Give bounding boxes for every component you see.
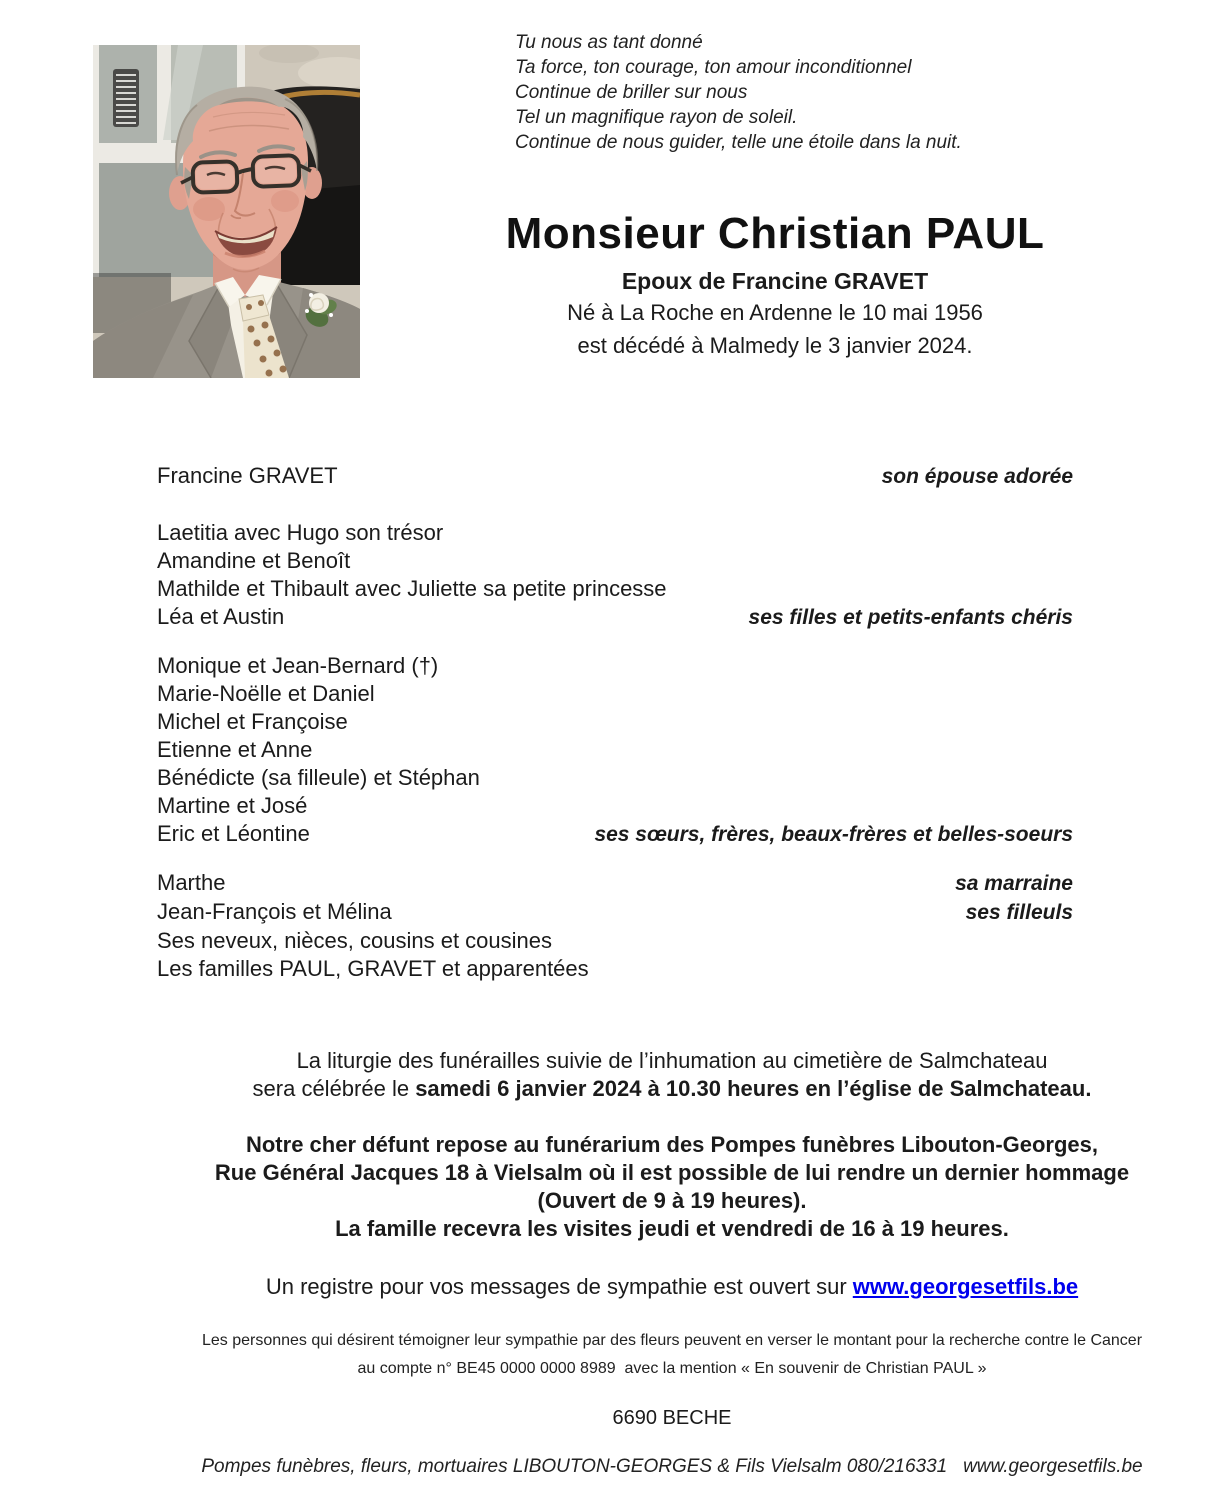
- family-member: Léa et Austin: [157, 604, 285, 629]
- family-line: [157, 927, 1187, 955]
- family-line: [157, 955, 1187, 983]
- poem-line: Continue de nous guider, telle une étoile dans la nuit.: [515, 132, 962, 153]
- family-line: [157, 736, 1187, 764]
- family-member: Monique et Jean-Bernard (†): [157, 653, 439, 678]
- deceased-name: Monsieur Christian PAUL: [505, 209, 1045, 258]
- ceremony-line1: La liturgie des funérailles suivie de l’inhumation au cimetière de Salmchateau: [296, 1048, 1048, 1073]
- family-member: Amandine et Benoît: [157, 548, 351, 573]
- family-group-extended: [157, 869, 1187, 983]
- family-relation: sa marraine: [955, 872, 1073, 895]
- family-relation: son épouse adorée: [881, 465, 1073, 488]
- family-member: Les familles PAUL, GRAVET et apparentées: [157, 956, 589, 981]
- birth-line: Né à La Roche en Ardenne le 10 mai 1956: [567, 300, 983, 325]
- family-line: [157, 792, 1187, 820]
- family-member: Eric et Léontine: [157, 821, 310, 846]
- portrait-illustration: [93, 45, 360, 378]
- family-relation: ses filles et petits-enfants chéris: [748, 606, 1073, 629]
- registry-info: [157, 1273, 1187, 1301]
- ceremony-line2-bold: samedi 6 janvier 2024 à 10.30 heures en l’église de Salmchateau.: [415, 1076, 1092, 1101]
- family-member: Ses neveux, nièces, cousins et cousines: [157, 928, 553, 953]
- family-line: [157, 603, 1187, 632]
- family-member: Michel et Françoise: [157, 709, 348, 734]
- family-line: [157, 519, 1187, 547]
- address-line: 6690 BECHE: [612, 1407, 732, 1429]
- death-line: est décédé à Malmedy le 3 janvier 2024.: [577, 333, 973, 358]
- family-member: Marthe: [157, 870, 226, 895]
- family-line: [157, 708, 1187, 736]
- content-column: [157, 462, 1187, 1479]
- ceremony-line2-normal: sera célébrée le: [252, 1076, 416, 1101]
- funeral-home-line2: Rue Général Jacques 18 à Vielsalm où il est possible de lui rendre un dernier hommage: [214, 1160, 1130, 1185]
- family-line: [157, 764, 1187, 792]
- family-line: [157, 547, 1187, 575]
- family-line: [157, 652, 1187, 680]
- family-line: [157, 575, 1187, 603]
- family-line: [157, 680, 1187, 708]
- title-block: [360, 209, 1190, 362]
- donation-line2: au compte n° BE45 0000 0000 8989 avec la mention « En souvenir de Christian PAUL »: [357, 1360, 987, 1377]
- poem-line: Tel un magnifique rayon de soleil.: [515, 107, 798, 128]
- family-member: Etienne et Anne: [157, 737, 313, 762]
- funeral-home-line3: (Ouvert de 9 à 19 heures).: [537, 1188, 807, 1213]
- family-relation: ses filleuls: [965, 901, 1073, 924]
- poem-line: Tu nous as tant donné: [515, 32, 703, 53]
- poem-line: Continue de briller sur nous: [515, 82, 748, 103]
- registry-text: Un registre pour vos messages de sympathie est ouvert sur: [265, 1274, 853, 1299]
- donation-line1: Les personnes qui désirent témoigner leur sympathie par des fleurs peuvent en verser le montant pour la recherche contre le Cancer: [201, 1332, 1143, 1349]
- portrait-photo: [93, 45, 360, 378]
- family-member: Martine et José: [157, 793, 308, 818]
- poem-line: Ta force, ton courage, ton amour inconditionnel: [515, 57, 912, 78]
- family-line: [157, 869, 1187, 898]
- family-relation: ses sœurs, frères, beaux-frères et belles-soeurs: [594, 823, 1073, 846]
- header-section: [360, 30, 1190, 362]
- family-group-spouse: [157, 462, 1187, 491]
- ceremony-line2: [157, 1075, 1187, 1103]
- memorial-poem: [360, 30, 1190, 155]
- funeral-home-line4: La famille recevra les visites jeudi et vendredi de 16 à 19 heures.: [335, 1216, 1009, 1241]
- family-member: Jean-François et Mélina: [157, 899, 392, 924]
- registry-link[interactable]: www.georgesetfils.be: [852, 1274, 1079, 1299]
- family-group-children: [157, 519, 1187, 632]
- family-member: Marie-Noëlle et Daniel: [157, 681, 375, 706]
- family-line: [157, 462, 1187, 491]
- ceremony-info: [157, 1047, 1187, 1103]
- footer-line: Pompes funèbres, fleurs, mortuaires LIBOUTON-GEORGES & Fils Vielsalm 080/216331 www.georgesetfils.be: [201, 1456, 1143, 1477]
- family-member: Francine GRAVET: [157, 463, 338, 488]
- funeral-home-line1: Notre cher défunt repose au funérarium des Pompes funèbres Libouton-Georges,: [245, 1132, 1099, 1157]
- family-line: [157, 820, 1187, 849]
- spouse-line: Epoux de Francine GRAVET: [621, 268, 929, 294]
- family-member: Bénédicte (sa filleule) et Stéphan: [157, 765, 480, 790]
- donation-info: [157, 1327, 1187, 1383]
- family-group-siblings: [157, 652, 1187, 849]
- family-member: Laetitia avec Hugo son trésor: [157, 520, 444, 545]
- family-line: [157, 898, 1187, 927]
- family-member: Mathilde et Thibault avec Juliette sa petite princesse: [157, 576, 667, 601]
- funeral-home-info: [157, 1131, 1187, 1243]
